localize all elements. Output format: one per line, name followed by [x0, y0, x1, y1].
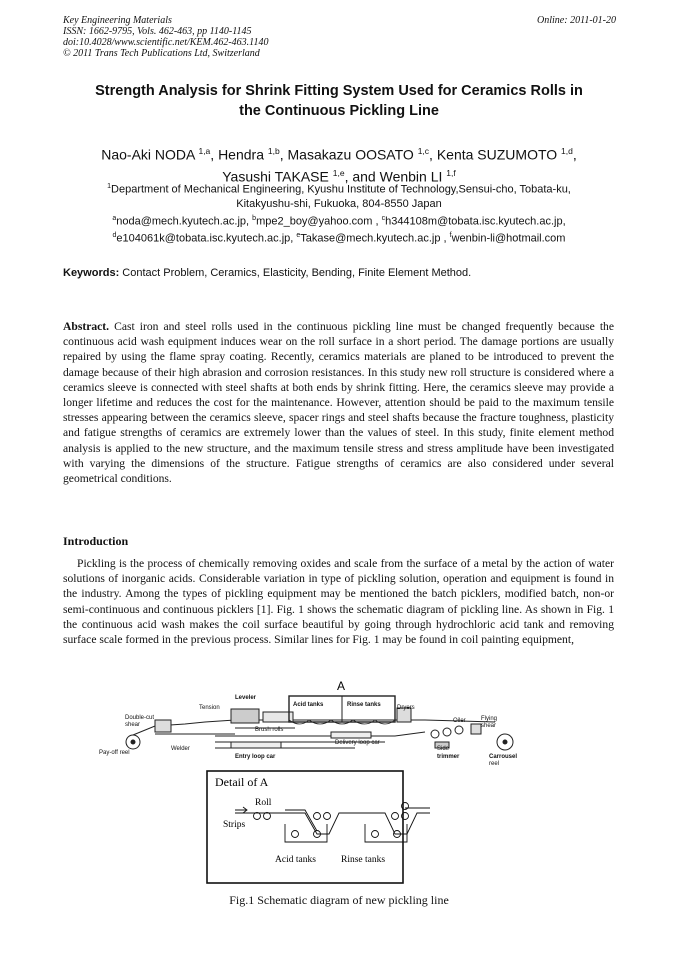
label-delivery-loop: Delivery loop car: [335, 740, 380, 746]
journal-name: Key Engineering Materials: [63, 15, 172, 26]
label-a: A: [337, 679, 346, 693]
paper-title: [40, 81, 638, 121]
keywords: [63, 267, 471, 279]
email-sup: f: [449, 231, 452, 239]
label-double-cut-1: Double-cut: [125, 715, 155, 721]
author-name: Nao-Aki NODA: [101, 146, 195, 163]
affil-text: Department of Mechanical Engineering, Kyushu Institute of Technology,Sensui-cho, Tobata-ku,: [111, 183, 571, 196]
email-link[interactable]: wenbin-li@hotmail.com: [451, 232, 566, 245]
online-date: Online: 2011-01-20: [537, 15, 616, 26]
label-acid-tanks-top: Acid tanks: [293, 702, 324, 708]
leveler-icon: [231, 709, 259, 723]
affil-sup: 1: [107, 183, 112, 190]
label-strips: Strips: [223, 820, 246, 830]
email-link[interactable]: Takase@mech.kyutech.ac.jp ,: [300, 232, 447, 245]
author-sup: 1,c: [417, 146, 430, 156]
delivery-loop-car-icon: [331, 732, 371, 738]
label-carrousel-1: Carrousel: [489, 754, 518, 760]
label-payoff: Pay-off reel: [99, 750, 130, 756]
detail-title: Detail of A: [215, 775, 269, 789]
author-sup: 1,e: [332, 167, 345, 178]
author-name: , Masakazu OOSATO: [279, 146, 414, 163]
email-line-2: [30, 229, 648, 246]
figure-caption: Fig.1 Schematic diagram of new pickling line: [229, 893, 449, 907]
section-heading-introduction: Introduction: [63, 534, 129, 548]
authors-line-1: [30, 142, 648, 164]
journal-header: [63, 15, 268, 59]
author-sup: 1,a: [198, 146, 211, 156]
affiliation-line-1: [30, 180, 648, 197]
title-line-1: Strength Analysis for Shrink Fitting System Used for Ceramics Rolls in: [95, 83, 583, 99]
label-flying-1: Flying: [481, 716, 498, 722]
abstract-label: Abstract.: [63, 320, 110, 333]
keywords-label: Keywords:: [63, 267, 120, 279]
author-name: , Hendra: [210, 146, 264, 163]
keywords-text: Contact Problem, Ceramics, Elasticity, Bending, Finite Element Method.: [119, 267, 472, 279]
label-double-cut-2: shear: [125, 722, 141, 728]
author-sup: 1,d: [561, 146, 573, 156]
email-link[interactable]: mpe2_boy@yahoo.com ,: [256, 215, 382, 228]
email-sup: b: [252, 214, 257, 222]
label-tension: Tension: [199, 705, 220, 711]
label-leveler: Leveler: [235, 695, 257, 701]
author-list: [30, 142, 648, 185]
author-name: , Kenta SUZUMOTO: [429, 146, 558, 163]
author-sup: 1,b: [267, 146, 280, 156]
label-entry-loop: Entry loop car: [235, 754, 276, 760]
issn-line: ISSN: 1662-9795, Vols. 462-463, pp 1140-1145: [63, 26, 252, 37]
entry-loop-car-icon: [231, 742, 281, 748]
detail-diagram: [235, 803, 430, 843]
author-name: , and Wenbin LI: [344, 168, 443, 185]
doi-line: doi:10.4028/www.scientific.net/KEM.462-463.1140: [63, 37, 269, 48]
label-side-1: Side: [437, 746, 450, 752]
email-link[interactable]: h344108m@tobata.isc.kyutech.ac.jp,: [385, 215, 566, 228]
author-name: Yasushi TAKASE: [222, 168, 329, 185]
affiliation-line-2: Kitakyushu-shi, Fukuoka, 804-8550 Japan: [236, 198, 442, 211]
author-sup: 1,f: [446, 167, 456, 178]
email-link[interactable]: e104061k@tobata.isc.kyutech.ac.jp,: [116, 232, 294, 245]
label-rinse-tanks: Rinse tanks: [341, 855, 386, 865]
email-sup: d: [112, 231, 117, 239]
copyright-line: © 2011 Trans Tech Publications Ltd, Switzerland: [63, 48, 260, 59]
affiliation-block: [30, 180, 648, 246]
author-separator: ,: [572, 146, 577, 163]
label-side-2: trimmer: [437, 754, 460, 760]
label-carrousel-2: reel: [489, 761, 500, 767]
email-sup: e: [296, 231, 301, 239]
label-flying-2: shear: [481, 723, 497, 729]
label-acid-tanks: Acid tanks: [275, 855, 316, 865]
abstract: [63, 319, 614, 486]
title-line-2: the Continuous Pickling Line: [239, 103, 439, 119]
introduction-paragraph: Pickling is the process of chemically removing oxides and scale from the surface of a metal by the action of water solutions of inorganic acids. Considerable variation in type of pickling solution, operation and equipment is found in the industry. Among the types of pickling equipment may be mentioned the batch picklers, modified batch, non-or semi-continuous and continuous picklers [1]. Fig. 1 shows the schematic diagram of pickling line. As shown in Fig. 1 the continuous acid wash makes the coil surface beautiful by going through hydrochloric acid tank and removing surface scale formed in the previous process. Similar lines for Fig. 1 may be found in coil painting equipment,: [63, 557, 614, 647]
abstract-text: Cast iron and steel rolls used in the continuous pickling line must be changed frequently because the continuous acid wash equipment induces wear on the roll surface in a short period. The damage portions are usually repaired by using the flame spray coating. Recently, ceramics materials are planed to be introduced to prevent the damage because of their high abrasion and corrosion resistances. In this study new roll structure is considered where a ceramics sleeve is connected with steel shafts at both ends by shrink fitting. Here, the ceramics sleeve may provide a longer lifetime and reduces the cost for the maintenance. However, attention should be paid to the maximum tensile stresses appearing between the ceramics sleeve, spacer rings and steel shafts because the fracture toughness, plasticity and fatigue strengths of ceramics are extremely lower than the values of steel. In this study, finite element method analysis is applied to the new structure, and the maximum tensile stress and stress amplitude have been investigated with varying the dimensions of the structure. Fatigue strengths of ceramics are also considered under several geometrical conditions.: [63, 320, 614, 486]
label-oiler: Oiler: [453, 718, 466, 724]
email-line-1: [30, 212, 648, 229]
email-sup: c: [381, 214, 386, 222]
email-link[interactable]: noda@mech.kyutech.ac.jp,: [116, 215, 253, 228]
welder-icon: [155, 720, 171, 732]
pickling-line-figure: [95, 676, 525, 888]
label-brush-rolls: Brush rolls: [255, 727, 284, 733]
label-welder: Welder: [171, 746, 190, 752]
label-dryers: Dryers: [397, 705, 415, 711]
oiler-icon: [471, 724, 481, 734]
label-roll: Roll: [255, 798, 272, 808]
label-rinse-tanks-top: Rinse tanks: [347, 702, 381, 708]
email-sup: a: [112, 214, 117, 222]
